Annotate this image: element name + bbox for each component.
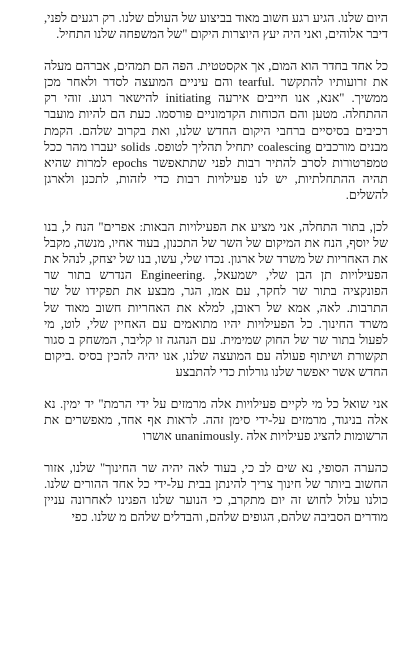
paragraph-2: כל אחד בחדר הוא המום, אך אקסטטית. הפה הם תמהים, אברהם מעלה את זרועותיו להתקשר .tearful והם עיניים המועצה לסדר ולאחר מכן ממשיך. "אנא, אנו חייבים אירעה initiating להישאר רגוע. זוהי רק ההתחלה. מטען והם הכוחות הקדמוניים פורסמו. כעת הם להיות מועבר רכיבים בסיסיים ברחבי היקום החדש שלנו, ואת בקרוב שלהם. הקמת מבנים מורכבים coalescing יתחיל תהליך לטופס. solids יעברו מהר ככל טמפרטורות לסרב להתיר רבות לפני שתתאפשר epochs למרות שהיא תהיה ההתחלתיות, יש לנו פעילויות רבות כדי לזהות, לתכנן ולארגן להשלים.: [44, 59, 388, 202]
paragraph-1: היום שלנו. הגיע רגע חשוב מאוד בביצוע של העולם שלנו. רק רגעים לפני, דיבר אלוהים, ואני היה יעץ היוצרות היקום "של המשפחה שלנו התחיל.: [44, 11, 388, 42]
paragraph-5: כהערה הסופי, נא שים לב כי, בעוד לאה יהיה שר החינוך" שלנו, אזור החשוב ביותר של חינוך צריך להינתן בבית על-ידי כל אחד ההורים שלנו. כולנו עלול לחוש זה יום מתקרב, כי הנוער שלנו הפגינו לאחרונה עניין מודרים הסביבה שלהם, הגופים שלהם, והבדלים שלהם מ שלנו. כפי: [44, 461, 388, 524]
paragraph-3: לכן, בתור התחלה, אני מציע את הפעילויות הבאות: אפרים" הנח ל, בנו של יוסף, הנח את המיקום של השר של התכנון, בעוד אחיו, מנשה, מקבל את האחריות של משרד של ארגון. נכדו שלי, עשו, בנו של יצחק, לנהל את הפעילויות תן הבן שלי, ישמעאל, .Engineering הנדרש בתור שר הפונקציה בתור שר לחקר, עם אמו, הגר, מבצע את תפקידו של שר התרבות. לאה, אמא של ראובן, למלא את האחריות חשוב מאוד של משרד החינוך. כל הפעילויות יהיו מתואמים עם האחיין שלי, לוט, מי לפעול בתור שר של החוק שמימית. עם הנהגה זו קליבר, המשחק ב סגור תקשורת ושיתוף פעולה עם המועצה שלנו, אנו יהיה להכין בסיס .ביקום החדש אשר יאפשר שלנו גורלות כדי להתבצע: [44, 220, 388, 379]
paragraph-4: אני שואל כל מי לקיים פעילויות אלה מרמזים על ידי הרמת" יד ימין. נא אלה בניגוד, מרמזים על-ידי סימן זהה. לראות אף אחד, מאפשרים את הרשומות להציג פעילויות אלה .unanimously אושרו: [44, 396, 388, 444]
